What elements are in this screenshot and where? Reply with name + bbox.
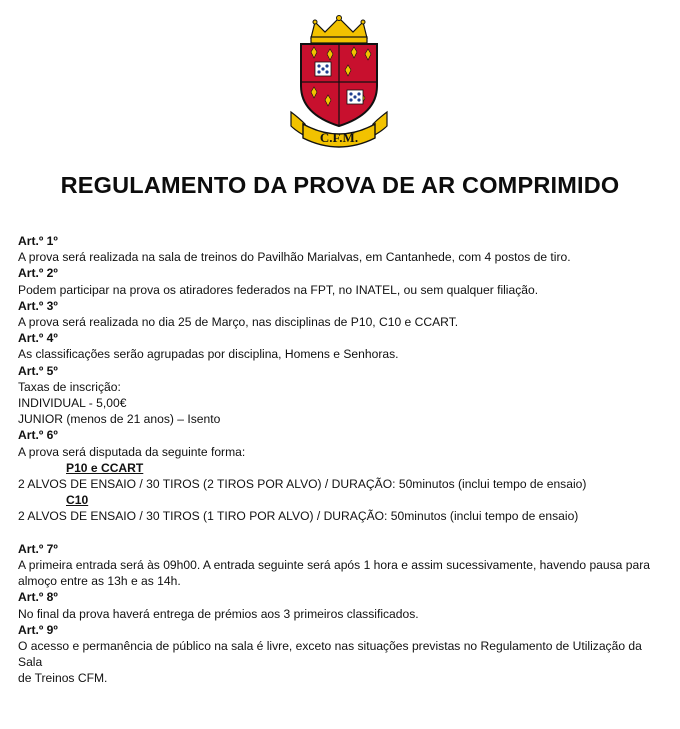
fee-junior: JUNIOR (menos de 21 anos) – Isento xyxy=(18,412,221,427)
article-heading: Art.º 5º xyxy=(18,363,58,378)
discipline-name: P10 e CCART xyxy=(66,460,144,475)
article-heading: Art.º 6º xyxy=(18,428,58,443)
article-heading: Art.º 2º xyxy=(18,266,58,281)
article-heading: Art.º 3º xyxy=(18,298,58,313)
page-title: REGULAMENTO DA PROVA DE AR COMPRIMIDO xyxy=(60,172,620,198)
crown-icon xyxy=(311,16,367,44)
article-text: Podem participar na prova os atiradores federados na FPT, no INATEL, ou sem qualquer filiação. xyxy=(18,282,539,297)
article-heading: Art.º 4º xyxy=(18,331,58,346)
article-text: A prova será realizada no dia 25 de Março, nas disciplinas de P10, C10 e CCART. xyxy=(18,315,459,330)
discipline-name: C10 xyxy=(66,493,89,508)
article-text: A prova será realizada na sala de treinos do Pavilhão Marialvas, em Cantanhede, com 4 postos de tiro. xyxy=(18,250,571,265)
article-heading: Art.º 1º xyxy=(18,234,58,248)
article-heading: Art.º 9º xyxy=(18,622,58,637)
article-text: A primeira entrada será às 09h00. A entrada seguinte será após 1 hora e assim sucessivamente, havendo pausa para xyxy=(18,558,650,573)
article-heading: Art.º 8º xyxy=(18,590,58,605)
article-text: A prova será disputada da seguinte forma: xyxy=(18,444,246,459)
article-heading: Art.º 7º xyxy=(18,541,58,556)
article-text: No final da prova haverá entrega de prémios aos 3 primeiros classificados. xyxy=(18,606,419,621)
regulation-body xyxy=(18,233,668,687)
article-text: As classificações serão agrupadas por disciplina, Homens e Senhoras. xyxy=(18,347,399,362)
svg-text:C.F.M.: C.F.M. xyxy=(319,130,359,145)
shield-icon xyxy=(301,44,377,126)
article-text: Taxas de inscrição: xyxy=(18,379,121,394)
club-crest-logo xyxy=(289,14,389,148)
discipline-rule: 2 ALVOS DE ENSAIO / 30 TIROS (2 TIROS POR ALVO) / DURAÇÃO: 50minutos (inclui tempo de ensaio) xyxy=(18,477,587,492)
discipline-rule: 2 ALVOS DE ENSAIO / 30 TIROS (1 TIRO POR ALVO) / DURAÇÃO: 50minutos (inclui tempo de ensaio) xyxy=(18,509,579,524)
article-text: de Treinos CFM. xyxy=(18,671,108,686)
article-text: O acesso e permanência de público na sala é livre, exceto nas situações previstas no Regulamento de Utilização da Sala xyxy=(18,639,642,670)
article-text: almoço entre as 13h e as 14h. xyxy=(18,574,181,589)
fee-individual: INDIVIDUAL - 5,00€ xyxy=(18,396,127,411)
